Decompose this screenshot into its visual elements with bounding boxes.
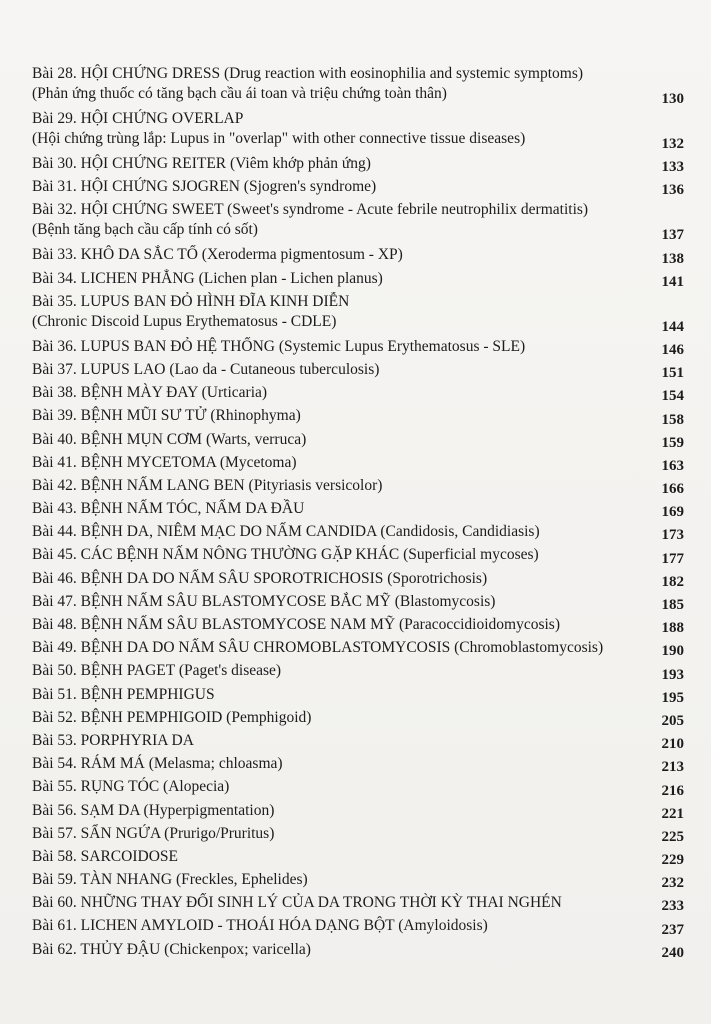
toc-entry-title: Bài 29. HỘI CHỨNG OVERLAP (32, 110, 244, 127)
toc-entry (32, 406, 684, 429)
toc-page-number: 158 (661, 411, 684, 428)
toc-entry-title: Bài 56. SẠM DA (Hyperpigmentation) (32, 801, 275, 819)
toc-entry-title: Bài 34. LICHEN PHẲNG (Lichen plan - Lichen planus) (32, 269, 383, 287)
toc-entry (32, 522, 684, 545)
toc-page-number: 185 (661, 597, 684, 613)
toc-page-number: 154 (661, 388, 684, 405)
toc-entry-title: Bài 46. BỆNH DA DO NẤM SÂU SPOROTRICHOSIS (Sporotrichosis) (32, 569, 488, 587)
toc-page-number: 169 (661, 504, 684, 521)
toc-entry-title: Bài 40. BỆNH MỤN CƠM (Warts, verruca) (32, 430, 307, 448)
toc-entry-title: Bài 59. TÀN NHANG (Freckles, Ephelides) (32, 871, 308, 889)
toc-page-number: 146 (661, 341, 684, 358)
toc-entry (32, 847, 684, 870)
toc-entry-title: Bài 47. BỆNH NẤM SÂU BLASTOMYCOSE BẮC MỸ (Blastomycosis) (32, 592, 496, 610)
toc-entry-title: Bài 61. LICHEN AMYLOID - THOÁI HÓA DẠNG BỘT (Amyloidosis) (32, 917, 488, 935)
toc-entry-title: Bài 52. BỆNH PEMPHIGOID (Pemphigoid) (32, 708, 312, 726)
toc-entry (32, 615, 684, 638)
toc-entry (32, 269, 684, 292)
toc-page-number: 195 (661, 689, 684, 706)
toc-entry-title: Bài 41. BỆNH MYCETOMA (Mycetoma) (32, 453, 297, 471)
toc-entry (32, 545, 684, 568)
toc-page-number: 177 (661, 550, 684, 567)
toc-entry-title: Bài 45. CÁC BỆNH NẤM NÔNG THƯỜNG GẶP KHÁC (Superficial mycoses) (32, 546, 539, 564)
toc-page-number: 144 (661, 318, 684, 335)
toc-page-number: 182 (661, 573, 684, 590)
toc-page-number: 229 (661, 852, 684, 869)
toc-entry (32, 245, 684, 268)
toc-entry (32, 916, 684, 939)
toc-page-number: 225 (661, 828, 684, 845)
toc-entry-subtitle: (Chronic Discoid Lupus Erythematosus - CDLE) (32, 312, 337, 330)
toc-entry-title: Bài 53. PORPHYRIA DA (32, 731, 194, 749)
toc-entry-title: Bài 51. BỆNH PEMPHIGUS (32, 685, 215, 703)
toc-entry (32, 109, 684, 154)
toc-page-number: 159 (661, 434, 684, 451)
toc-entry (32, 453, 684, 476)
toc-entry (32, 337, 684, 360)
toc-entry-title: Bài 35. LUPUS BAN ĐỎ HÌNH ĐĨA KINH DIỄN (32, 292, 350, 310)
toc-page-number: 240 (661, 944, 684, 961)
toc-page-number: 130 (661, 91, 684, 107)
toc-entry-title: Bài 57. SẨN NGỨA (Prurigo/Pruritus) (32, 824, 275, 842)
toc-entry-title: Bài 36. LUPUS BAN ĐỎ HỆ THỐNG (Systemic Lupus Erythematosus - SLE) (32, 337, 526, 355)
toc-entry-title: Bài 31. HỘI CHỨNG SJOGREN (Sjogren's syndrome) (32, 178, 377, 196)
toc-entry (32, 430, 684, 453)
toc-page-number: 151 (661, 365, 684, 382)
toc-page-number: 233 (661, 898, 684, 915)
toc-page-number: 163 (661, 457, 684, 474)
toc-entry-title: Bài 60. NHỮNG THAY ĐỔI SINH LÝ CỦA DA TRONG THỜI KỲ THAI NGHÉN (32, 894, 562, 912)
toc-page-number: 141 (661, 273, 684, 290)
toc-entry (32, 940, 684, 963)
toc-entry-title: Bài 58. SARCOIDOSE (32, 847, 178, 865)
toc-entry-subtitle: (Phản ứng thuốc có tăng bạch cầu ái toan và triệu chứng toàn thân) (32, 85, 447, 102)
toc-page-number: 137 (661, 227, 684, 244)
toc-page-number: 136 (661, 182, 684, 199)
toc-entry (32, 893, 684, 916)
toc-entry-title: Bài 28. HỘI CHỨNG DRESS (Drug reaction with eosinophilia and systemic symptoms) (32, 65, 584, 82)
toc-page-number: 166 (661, 481, 684, 498)
toc-entry (32, 661, 684, 684)
toc-entry-title: Bài 62. THỦY ĐẬU (Chickenpox; varicella) (32, 940, 311, 958)
toc-page-number: 133 (661, 159, 684, 176)
toc-entry-title: Bài 32. HỘI CHỨNG SWEET (Sweet's syndrome - Acute febrile neutrophilix dermatitis) (32, 201, 589, 219)
toc-entry (32, 476, 684, 499)
toc-entry (32, 731, 684, 754)
toc-entry (32, 801, 684, 824)
toc-entry-title: Bài 38. BỆNH MÀY ĐAY (Urticaria) (32, 384, 268, 402)
toc-entry-title: Bài 39. BỆNH MŨI SƯ TỬ (Rhinophyma) (32, 407, 301, 425)
toc-page-number: 213 (661, 759, 684, 776)
toc-page-number: 205 (661, 712, 684, 729)
toc-entry (32, 777, 684, 800)
toc-entry-title: Bài 50. BỆNH PAGET (Paget's disease) (32, 662, 282, 680)
toc-entry-title: Bài 33. KHÔ DA SẮC TỐ (Xeroderma pigmentosum - XP) (32, 246, 403, 264)
toc-entry-title: Bài 44. BỆNH DA, NIÊM MẠC DO NẤM CANDIDA (Candidosis, Candidiasis) (32, 523, 540, 541)
toc-entry (32, 638, 684, 661)
toc-page-number: 173 (661, 527, 684, 544)
toc-entry-title: Bài 54. RÁM MÁ (Melasma; chloasma) (32, 755, 283, 773)
toc-entry-title: Bài 37. LUPUS LAO (Lao da - Cutaneous tuberculosis) (32, 360, 380, 378)
toc-page-number: 221 (661, 805, 684, 822)
toc-entry (32, 64, 684, 109)
toc-entry (32, 754, 684, 777)
toc-entry (32, 824, 684, 847)
toc-entry-title: Bài 55. RỤNG TÓC (Alopecia) (32, 778, 230, 796)
table-of-contents (32, 64, 684, 963)
toc-page-number: 188 (661, 620, 684, 637)
toc-entry (32, 360, 684, 383)
toc-entry (32, 870, 684, 893)
toc-page-number: 190 (661, 643, 684, 660)
toc-entry (32, 708, 684, 731)
toc-entry (32, 499, 684, 522)
toc-entry-subtitle: (Hội chứng trùng lắp: Lupus in "overlap" with other connective tissue diseases) (32, 130, 526, 147)
toc-entry (32, 685, 684, 708)
toc-entry (32, 292, 684, 337)
toc-entry (32, 592, 684, 615)
toc-entry-subtitle: (Bệnh tăng bạch cầu cấp tính có sốt) (32, 221, 258, 239)
toc-entry (32, 177, 684, 200)
toc-page-number: 132 (661, 136, 684, 152)
toc-page-number: 237 (661, 921, 684, 938)
toc-entry (32, 200, 684, 245)
toc-page-number: 232 (661, 875, 684, 892)
toc-entry-title: Bài 43. BỆNH NẤM TÓC, NẤM DA ĐẦU (32, 500, 305, 518)
toc-page-number: 210 (661, 736, 684, 753)
toc-page-number: 216 (661, 782, 684, 799)
toc-entry-title: Bài 48. BỆNH NẤM SÂU BLASTOMYCOSE NAM MỸ (Paracoccidioidomycosis) (32, 616, 560, 633)
toc-entry-title: Bài 42. BỆNH NẤM LANG BEN (Pityriasis versicolor) (32, 476, 383, 494)
toc-page-number: 138 (661, 250, 684, 267)
toc-page-number: 193 (661, 666, 684, 683)
toc-entry-title: Bài 30. HỘI CHỨNG REITER (Viêm khớp phản ứng) (32, 155, 371, 172)
toc-entry (32, 383, 684, 406)
toc-entry-title: Bài 49. BỆNH DA DO NẤM SÂU CHROMOBLASTOMYCOSIS (Chromoblastomycosis) (32, 639, 604, 657)
toc-entry (32, 569, 684, 592)
toc-entry (32, 154, 684, 177)
